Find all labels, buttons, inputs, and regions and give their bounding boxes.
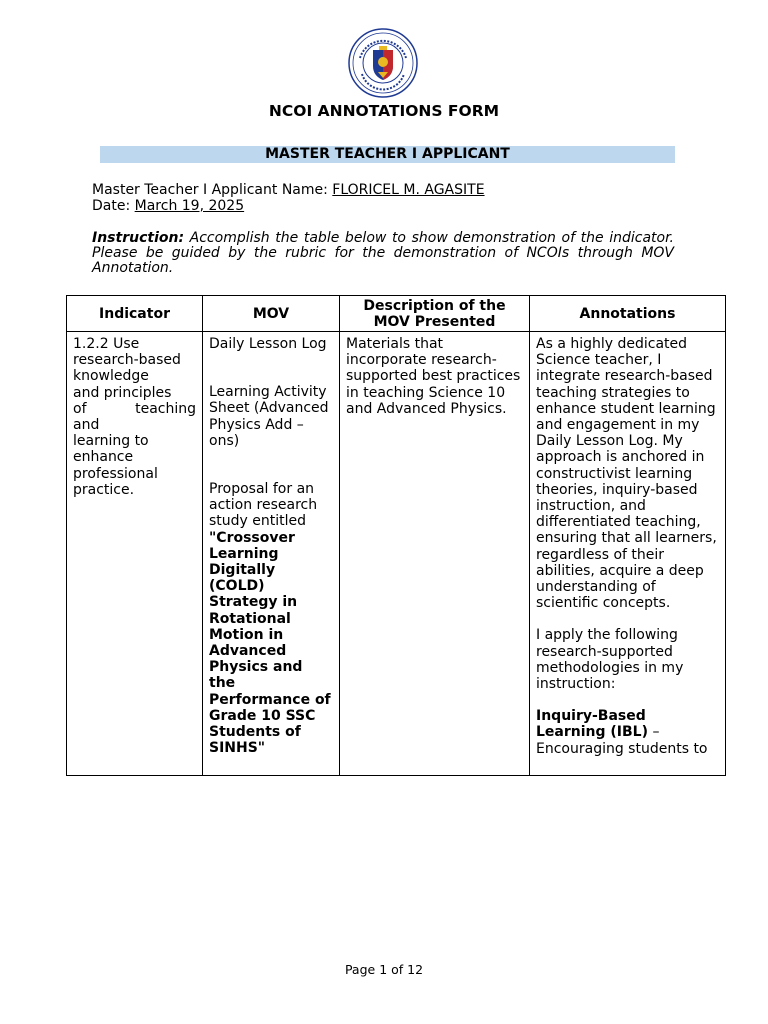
indicator-line: 1.2.2 Use: [73, 336, 140, 352]
mov-item-learning-activity-sheet: Learning Activity Sheet (Advanced Physics Add – ons): [209, 384, 329, 449]
deped-seal-logo: [348, 28, 418, 98]
instruction-text: Accomplish the table below to show demonstration of the indicator. Please be guided by the rubric for the demonstration of NCOIs through MOV Annotation.: [92, 230, 674, 276]
mov-item-proposal-title: "Crossover Learning Digitally (COLD) Strategy in Rotational Motion in Advanced Physics and the Performance of Grade 10 SSC Students of SINHS": [209, 529, 331, 757]
indicator-line: research-based: [73, 352, 181, 369]
indicator-line: knowledge: [73, 368, 149, 385]
indicator-line: practice.: [73, 481, 135, 498]
annotations-cell: [530, 332, 726, 776]
page-number: Page 1 of 12: [344, 962, 424, 977]
mov-item-daily-lesson-log: Daily Lesson Log: [209, 336, 327, 352]
indicator-line: learning to: [73, 433, 149, 450]
indicator-line-justified: [73, 401, 196, 417]
spacer: [536, 611, 719, 627]
form-title: NCOI ANNOTATIONS FORM: [268, 102, 500, 120]
applicant-name-label: Master Teacher I Applicant Name:: [92, 182, 333, 198]
applicant-band-title: MASTER TEACHER I APPLICANT: [100, 146, 675, 163]
spacer: [209, 449, 333, 481]
table-header-row: [67, 296, 726, 332]
header-mov: MOV: [203, 296, 340, 332]
header-annotations: Annotations: [530, 296, 726, 332]
header-indicator: Indicator: [67, 296, 203, 332]
instruction-paragraph: [92, 231, 674, 276]
indicator-word-of: of: [73, 400, 87, 417]
annotation-paragraph: [536, 708, 719, 757]
mov-cell: [203, 332, 340, 776]
date-label: Date:: [92, 198, 135, 214]
instruction-label: Instruction:: [92, 230, 185, 246]
applicant-name-value: FLORICEL M. AGASITE: [332, 182, 485, 198]
description-text: Materials that incorporate research-supported best practices in teaching Science 10 and Advanced Physics.: [346, 336, 521, 417]
indicator-line: professional: [73, 465, 158, 482]
date-value: March 19, 2025: [134, 198, 245, 214]
ncoi-annotations-table: [66, 295, 726, 776]
table-row: [67, 332, 726, 776]
header-description: Description of the MOV Presented: [340, 296, 530, 332]
spacer: [209, 352, 333, 384]
indicator-word-teaching: teaching: [135, 400, 196, 417]
spacer: [536, 692, 719, 708]
applicant-name-line: [92, 182, 485, 198]
annotation-paragraph: As a highly dedicated Science teacher, I integrate research-based teaching strategies to enhance student learning and engagement in my Daily Lesson Log. My approach is anchored in constructivist learning theories, inquiry-based instruction, and differentiated teaching, ensuring that all learners, regardless of their abilities, acquire a deep understanding of scientific concepts.: [536, 336, 717, 612]
indicator-line: and: [73, 417, 100, 434]
mov-item-proposal: Proposal for an action research study entitled: [209, 481, 318, 530]
indicator-line: enhance: [73, 449, 134, 466]
annotation-paragraph: I apply the following research-supported methodologies in my instruction:: [536, 627, 684, 693]
annotation-ibl-text: – Encouraging students to: [536, 724, 708, 757]
annotation-ibl-title: Inquiry-Based Learning (IBL): [536, 708, 648, 741]
indicator-cell: [67, 332, 203, 776]
date-line: [92, 198, 244, 214]
indicator-line: and principles: [73, 384, 172, 401]
description-cell: [340, 332, 530, 776]
